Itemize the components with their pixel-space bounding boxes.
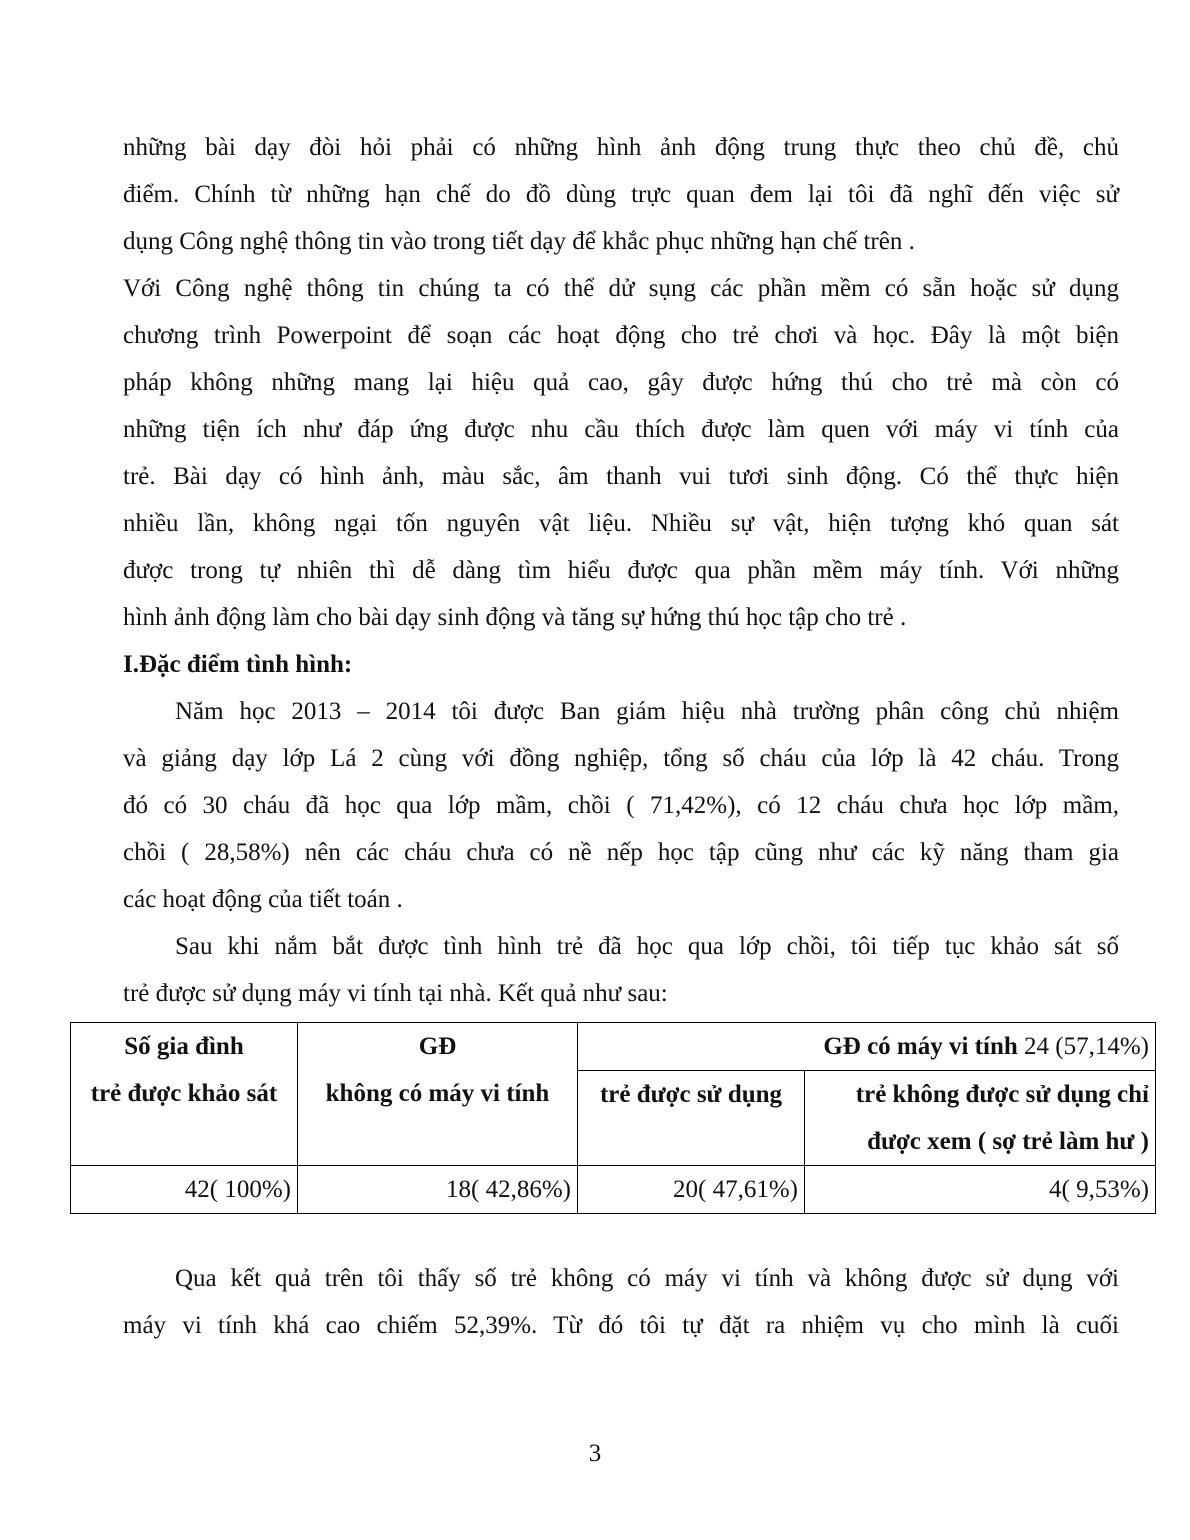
section-heading: I.Đặc điểm tình hình: (123, 651, 353, 678)
paragraph-5-line-2: máy vi tính khá cao chiếm 52,39%. Từ đó tôi tự đặt ra nhiệm vụ cho mình là cuối (123, 1312, 1119, 1339)
header-no-computer-line-1: GĐ (418, 1033, 457, 1060)
paragraph-2-line-4: những tiện ích như đáp ứng được nhu cầu thích được làm quen với máy vi tính của (123, 416, 1119, 443)
header-child-uses (578, 1071, 805, 1166)
survey-table (70, 1022, 1156, 1214)
paragraph-2-line-8: hình ảnh động làm cho bài dạy sinh động và tăng sự hứng thú học tập cho trẻ . (123, 604, 907, 631)
paragraph-2-line-7: được trong tự nhiên thì dễ dàng tìm hiểu được qua phần mềm máy tính. Với những (123, 557, 1119, 584)
header-families-line-1: Số gia đình (124, 1033, 244, 1060)
paragraph-2-line-1: Với Công nghệ thông tin chúng ta có thể dử sụng các phần mềm có sẵn hoặc sử dụng (123, 275, 1119, 302)
paragraph-1-line-2: điểm. Chính từ những hạn chế do đồ dùng trực quan đem lại tôi đã nghĩ đến việc sử (123, 181, 1119, 208)
header-no-computer-filler (298, 1118, 578, 1166)
header-child-only-watches (805, 1071, 1156, 1166)
header-families-surveyed (71, 1023, 298, 1119)
paragraph-2-line-6: nhiều lần, không ngại tốn nguyên vật liệu. Nhiều sự vật, hiện tượng khó quan sát (123, 510, 1119, 537)
header-child-only-watches-line-1: trẻ không được sử dụng chỉ (855, 1081, 1149, 1108)
cell-no-computer: 18( 42,86%) (298, 1166, 578, 1214)
paragraph-3-line-4: chồi ( 28,58%) nên các cháu chưa có nề nếp học tập cũng như các kỹ năng tham gia (123, 839, 1119, 866)
paragraph-5-line-1: Qua kết quả trên tôi thấy số trẻ không có máy vi tính và không được sử dụng với (175, 1265, 1119, 1292)
header-child-only-watches-line-2: được xem ( sợ trẻ làm hư ) (867, 1128, 1149, 1155)
cell-child-uses: 20( 47,61%) (578, 1166, 805, 1214)
header-families-filler (71, 1118, 298, 1166)
paragraph-4-line-2: trẻ được sử dụng máy vi tính tại nhà. Kết quả như sau: (123, 980, 668, 1007)
table-header-row-1 (71, 1023, 1156, 1071)
paragraph-3-line-5: các hoạt động của tiết toán . (123, 886, 403, 913)
cell-child-only-watches: 4( 9,53%) (805, 1166, 1156, 1214)
header-no-computer-line-2: không có máy vi tính (325, 1080, 550, 1107)
page-number: 3 (588, 1440, 602, 1467)
header-has-computer-label: GĐ có máy vi tính (823, 1033, 1018, 1060)
table-row (71, 1166, 1156, 1214)
header-child-uses-label: trẻ được sử dụng (599, 1081, 783, 1108)
header-no-computer (298, 1023, 578, 1119)
paragraph-4-line-1: Sau khi nắm bắt được tình hình trẻ đã học qua lớp chồi, tôi tiếp tục khảo sát số (175, 933, 1119, 960)
paragraph-2-line-2: chương trình Powerpoint để soạn các hoạt động cho trẻ chơi và học. Đây là một biện (123, 322, 1119, 349)
paragraph-3-line-2: và giảng dạy lớp Lá 2 cùng với đồng nghiệp, tổng số cháu của lớp là 42 cháu. Trong (123, 745, 1119, 772)
paragraph-2-line-3: pháp không những mang lại hiệu quả cao, gây được hứng thú cho trẻ mà còn có (123, 369, 1119, 396)
paragraph-3-line-3: đó có 30 cháu đã học qua lớp mầm, chồi ( 71,42%), có 12 cháu chưa học lớp mầm, (123, 792, 1119, 819)
cell-families-surveyed: 42( 100%) (71, 1166, 298, 1214)
paragraph-2-line-5: trẻ. Bài dạy có hình ảnh, màu sắc, âm thanh vui tươi sinh động. Có thể thực hiện (123, 463, 1119, 490)
header-has-computer-value: 24 (57,14%) (1017, 1033, 1149, 1060)
header-families-line-2: trẻ được khảo sát (90, 1080, 278, 1107)
paragraph-1-line-3: dụng Công nghệ thông tin vào trong tiết dạy để khắc phục những hạn chế trên . (123, 228, 915, 255)
header-has-computer-group (578, 1023, 1156, 1071)
paragraph-1-line-1: những bài dạy đòi hỏi phải có những hình ảnh động trung thực theo chủ đề, chủ (123, 134, 1119, 161)
paragraph-3-line-1: Năm học 2013 – 2014 tôi được Ban giám hiệu nhà trường phân công chủ nhiệm (175, 698, 1119, 725)
